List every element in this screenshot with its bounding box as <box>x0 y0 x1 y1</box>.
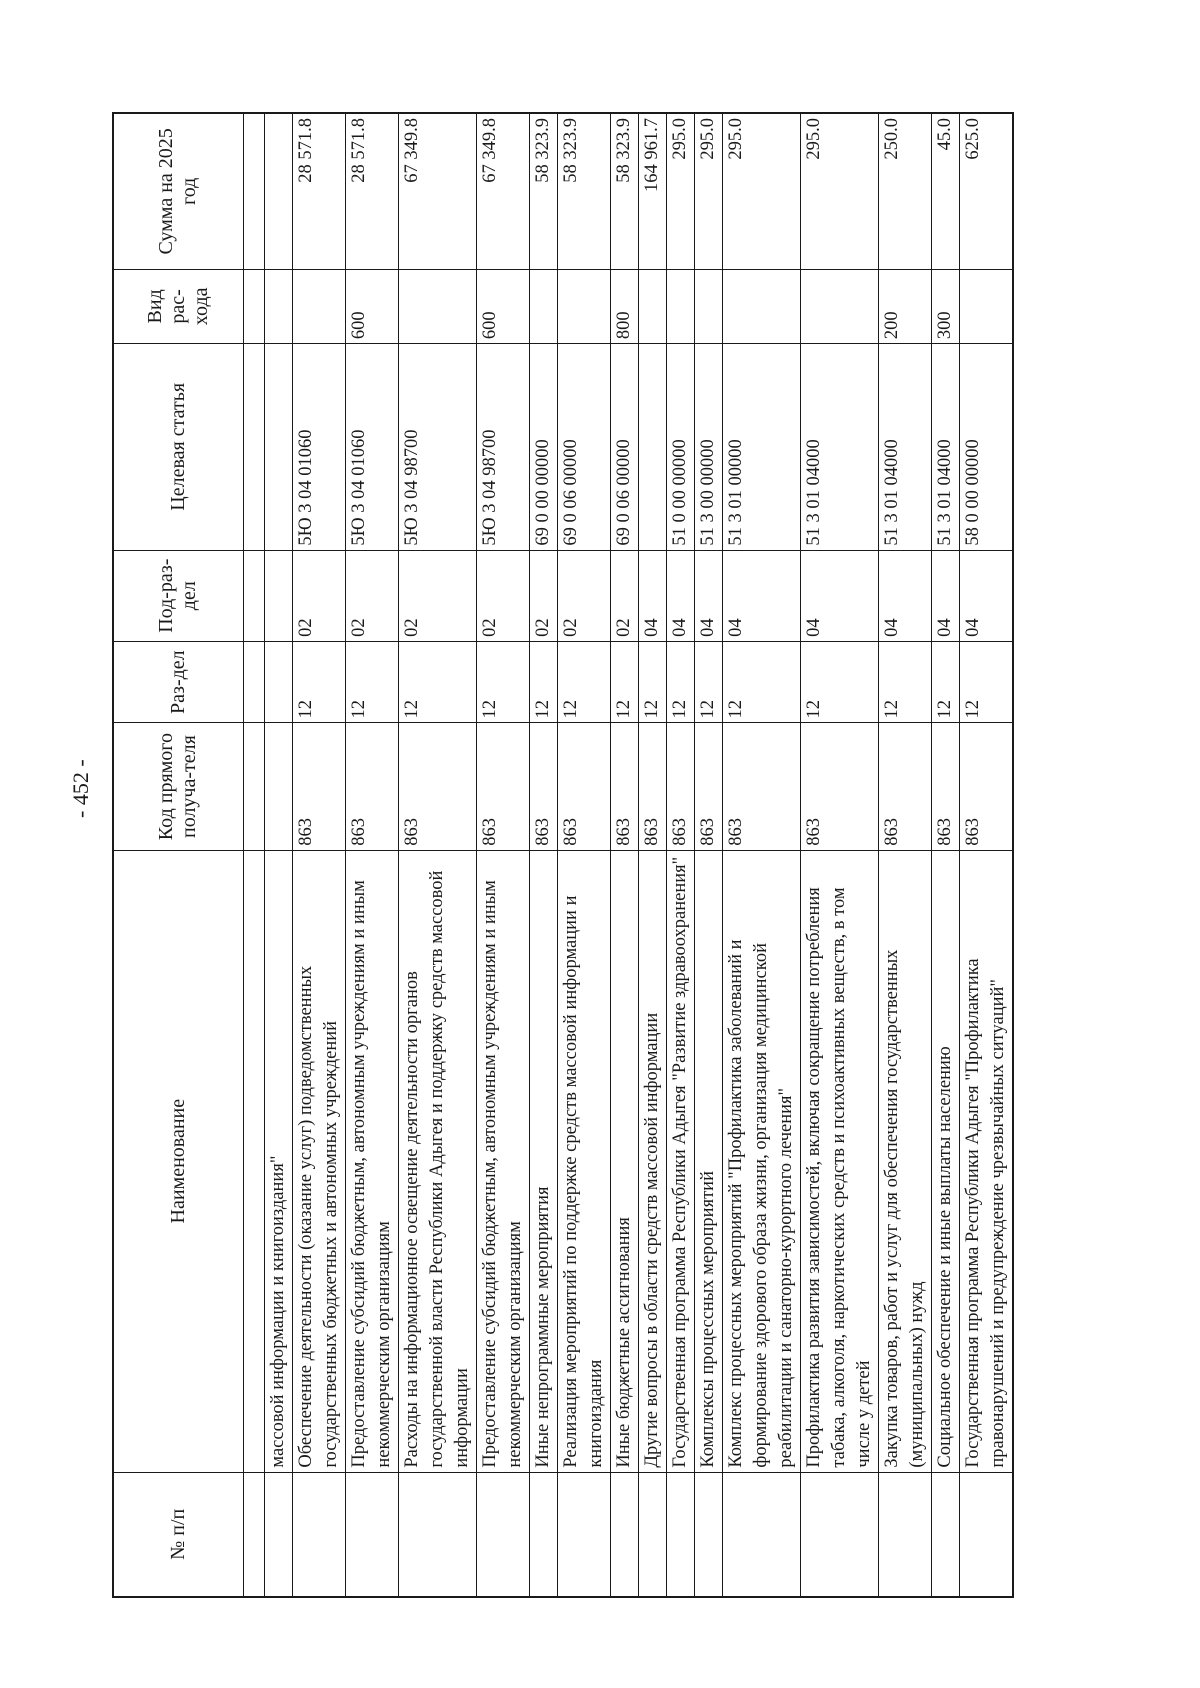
budget-table-sheet <box>112 112 1034 1598</box>
cell-amount: 295.0 <box>722 113 800 269</box>
table-row <box>264 113 292 1597</box>
cell-expense <box>722 269 800 343</box>
cell-subsection: 04 <box>722 550 800 641</box>
cell-expense <box>666 269 694 343</box>
cell-section: 12 <box>638 641 666 723</box>
cell-name: Комплексы процессных мероприятий <box>694 850 722 1472</box>
cell-target: 51 3 01 04000 <box>878 344 931 551</box>
header-recipient: Код прямого получа-теля <box>113 723 243 850</box>
cell-num <box>398 1472 476 1597</box>
cell-name: Социальное обеспечение и иные выплаты населению <box>931 850 959 1472</box>
cell-target: 51 3 01 04000 <box>931 344 959 551</box>
cell-amount: 67 349.8 <box>398 113 476 269</box>
table-row <box>292 113 345 1597</box>
cell-section: 12 <box>931 641 959 723</box>
table-row <box>557 113 610 1597</box>
header-amount: Сумма на 2025 год <box>113 113 243 269</box>
cell-amount: 164 961.7 <box>638 113 666 269</box>
cell-subsection <box>264 550 292 641</box>
header-num: № п/п <box>113 1472 243 1597</box>
cell-num <box>610 1472 638 1597</box>
cell-amount <box>264 113 292 269</box>
cell-expense <box>292 269 345 343</box>
cell-section: 12 <box>398 641 476 723</box>
cell-target: 5Ю 3 04 98700 <box>476 344 529 551</box>
cell-recipient: 863 <box>292 723 345 850</box>
cell-name: массовой информации и книгоиздания" <box>264 850 292 1472</box>
header-section: Раз-дел <box>113 641 243 723</box>
cell-subsection: 02 <box>398 550 476 641</box>
cell-expense: 800 <box>610 269 638 343</box>
cell-name: Государственная программа Республики Адыгея "Развитие здравоохранения" <box>666 850 694 1472</box>
cell-expense <box>264 269 292 343</box>
cell-amount: 58 323.9 <box>557 113 610 269</box>
cell-section: 12 <box>666 641 694 723</box>
cell-expense <box>800 269 878 343</box>
cell-target: 51 0 00 00000 <box>666 344 694 551</box>
cell-section: 12 <box>557 641 610 723</box>
table-row <box>610 113 638 1597</box>
cell-name: Расходы на информационное освещение деятельности органов государственной власти Республики Адыгея и поддержку средств массовой информации <box>398 850 476 1472</box>
cell-expense <box>557 269 610 343</box>
cell-subsection: 04 <box>800 550 878 641</box>
cell-recipient: 863 <box>610 723 638 850</box>
header-subsection: Под-раз-дел <box>113 550 243 641</box>
cell-target: 51 3 01 00000 <box>722 344 800 551</box>
cell-subsection: 02 <box>292 550 345 641</box>
cell-recipient: 863 <box>722 723 800 850</box>
cell-target <box>264 344 292 551</box>
cell-num <box>292 1472 345 1597</box>
cell-subsection: 04 <box>878 550 931 641</box>
cell-target <box>638 344 666 551</box>
cell-num <box>666 1472 694 1597</box>
cell-recipient: 863 <box>557 723 610 850</box>
cell-section <box>264 641 292 723</box>
cell-num <box>722 1472 800 1597</box>
cell-name: Иные непрограммные мероприятия <box>529 850 557 1472</box>
cell-expense: 600 <box>476 269 529 343</box>
cell-target: 69 0 06 00000 <box>610 344 638 551</box>
table-row <box>529 113 557 1597</box>
cell-expense <box>529 269 557 343</box>
page-number: - 452 - <box>68 759 93 818</box>
cell-expense <box>398 269 476 343</box>
cell-name: Другие вопросы в области средств массовой информации <box>638 850 666 1472</box>
cell-target: 5Ю 3 04 01060 <box>292 344 345 551</box>
cell-amount: 58 323.9 <box>610 113 638 269</box>
cell-name: Комплекс процессных мероприятий "Профилактика заболеваний и формирование здорового образа жизни, организация медицинской реабилитации и санаторно-курортного лечения" <box>722 850 800 1472</box>
cell-name: Иные бюджетные ассигнования <box>610 850 638 1472</box>
cell-subsection: 02 <box>529 550 557 641</box>
cell-amount: 45.0 <box>931 113 959 269</box>
cell-recipient: 863 <box>398 723 476 850</box>
header-row <box>113 113 243 1597</box>
cell-name: Закупка товаров, работ и услуг для обеспечения государственных (муниципальных) нужд <box>878 850 931 1472</box>
cell-section: 12 <box>529 641 557 723</box>
cell-subsection: 02 <box>610 550 638 641</box>
table-row <box>931 113 959 1597</box>
cell-num <box>345 1472 398 1597</box>
cell-target: 51 3 00 00000 <box>694 344 722 551</box>
cell-recipient: 863 <box>638 723 666 850</box>
cell-num <box>800 1472 878 1597</box>
table-row <box>694 113 722 1597</box>
cell-num <box>529 1472 557 1597</box>
cell-section: 12 <box>292 641 345 723</box>
cell-name: Профилактика развития зависимостей, включая сокращение потребления табака, алкоголя, наркотических средств и психоактивных веществ, в том числе у детей <box>800 850 878 1472</box>
header-target: Целевая статья <box>113 344 243 551</box>
cell-num <box>694 1472 722 1597</box>
header-expense: Вид рас-хода <box>113 269 243 343</box>
cell-subsection: 02 <box>345 550 398 641</box>
cell-recipient: 863 <box>694 723 722 850</box>
cell-section: 12 <box>694 641 722 723</box>
cell-recipient: 863 <box>476 723 529 850</box>
cell-subsection: 04 <box>694 550 722 641</box>
cell-section: 12 <box>610 641 638 723</box>
table-row <box>959 113 1013 1597</box>
cell-target: 51 3 01 04000 <box>800 344 878 551</box>
cell-num <box>264 1472 292 1597</box>
cell-num <box>476 1472 529 1597</box>
cell-section: 12 <box>800 641 878 723</box>
cell-recipient: 863 <box>931 723 959 850</box>
header-name: Наименование <box>113 850 243 1472</box>
cell-expense <box>959 269 1013 343</box>
cell-recipient: 863 <box>959 723 1013 850</box>
cell-recipient <box>264 723 292 850</box>
cell-target: 69 0 00 00000 <box>529 344 557 551</box>
cell-num <box>557 1472 610 1597</box>
table-row <box>722 113 800 1597</box>
cell-amount: 295.0 <box>666 113 694 269</box>
cell-recipient: 863 <box>666 723 694 850</box>
cell-amount: 28 571.8 <box>345 113 398 269</box>
cell-amount: 250.0 <box>878 113 931 269</box>
cell-name: Предоставление субсидий бюджетным, автономным учреждениям и иным некоммерческим организациям <box>345 850 398 1472</box>
table-row <box>666 113 694 1597</box>
cell-subsection: 02 <box>476 550 529 641</box>
cell-amount: 28 571.8 <box>292 113 345 269</box>
table-row <box>800 113 878 1597</box>
table-row <box>878 113 931 1597</box>
table-row <box>345 113 398 1597</box>
cell-section: 12 <box>722 641 800 723</box>
budget-table <box>112 112 1014 1598</box>
cell-name: Реализация мероприятий по поддержке средств массовой информации и книгоиздания <box>557 850 610 1472</box>
cell-recipient: 863 <box>345 723 398 850</box>
cell-target: 58 0 00 00000 <box>959 344 1013 551</box>
cell-name: Государственная программа Республики Адыгея "Профилактика правонарушений и предупреждение чрезвычайных ситуаций" <box>959 850 1013 1472</box>
cell-num <box>878 1472 931 1597</box>
cell-expense: 600 <box>345 269 398 343</box>
cell-num <box>959 1472 1013 1597</box>
table-row <box>476 113 529 1597</box>
cell-target: 5Ю 3 04 01060 <box>345 344 398 551</box>
cell-subsection: 04 <box>666 550 694 641</box>
cell-target: 69 0 06 00000 <box>557 344 610 551</box>
cell-name: Обеспечение деятельности (оказание услуг) подведомственных государственных бюджетных и автономных учреждений <box>292 850 345 1472</box>
cell-subsection: 04 <box>959 550 1013 641</box>
cell-expense: 200 <box>878 269 931 343</box>
cell-amount: 295.0 <box>694 113 722 269</box>
cell-num <box>931 1472 959 1597</box>
cell-recipient: 863 <box>878 723 931 850</box>
cell-amount: 58 323.9 <box>529 113 557 269</box>
cell-expense: 300 <box>931 269 959 343</box>
cell-section: 12 <box>476 641 529 723</box>
cell-amount: 625.0 <box>959 113 1013 269</box>
cell-recipient: 863 <box>529 723 557 850</box>
cell-name: Предоставление субсидий бюджетным, автономным учреждениям и иным некоммерческим организациям <box>476 850 529 1472</box>
cell-num <box>638 1472 666 1597</box>
cell-subsection: 04 <box>931 550 959 641</box>
cell-expense <box>638 269 666 343</box>
cell-subsection: 04 <box>638 550 666 641</box>
cell-expense <box>694 269 722 343</box>
cell-recipient: 863 <box>800 723 878 850</box>
cell-section: 12 <box>959 641 1013 723</box>
cell-amount: 67 349.8 <box>476 113 529 269</box>
table-row <box>638 113 666 1597</box>
cell-section: 12 <box>345 641 398 723</box>
table-row <box>398 113 476 1597</box>
cell-amount: 295.0 <box>800 113 878 269</box>
cell-section: 12 <box>878 641 931 723</box>
cell-target: 5Ю 3 04 98700 <box>398 344 476 551</box>
spacer-row <box>243 113 264 1597</box>
cell-subsection: 02 <box>557 550 610 641</box>
